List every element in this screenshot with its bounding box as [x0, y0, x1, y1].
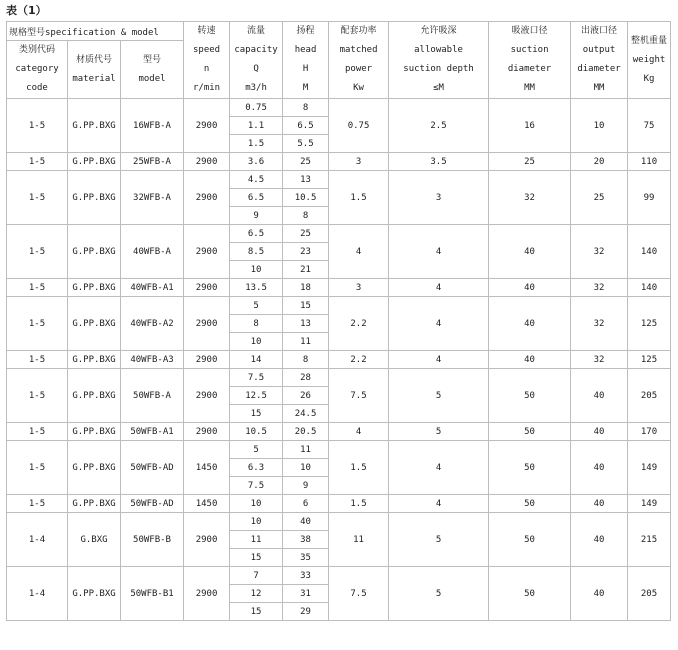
material-cell: G.PP.BXG	[68, 369, 121, 423]
weight-cell: 75	[628, 99, 671, 153]
suction-depth-header	[389, 22, 489, 99]
speed-cell: 2900	[184, 225, 230, 279]
flow-cell: 6.3	[230, 459, 283, 477]
category-header-cn: 类别代码	[18, 45, 55, 55]
table-row	[7, 423, 671, 441]
model-cell: 40WFB-A3	[121, 351, 184, 369]
material-cell: G.PP.BXG	[68, 153, 121, 171]
power-cell: 1.5	[329, 171, 389, 225]
weight-cell: 125	[628, 297, 671, 351]
speed-header-cn: 转速	[197, 26, 216, 36]
output-diameter-cell: 32	[571, 279, 628, 297]
table-row	[7, 279, 671, 297]
power-header-en1: matched	[339, 45, 378, 55]
flow-cell: 7	[230, 567, 283, 585]
head-cell: 38	[283, 531, 329, 549]
head-cell: 29	[283, 603, 329, 621]
output-diameter-cell: 40	[571, 423, 628, 441]
material-cell: G.PP.BXG	[68, 351, 121, 369]
suction-depth-header-en2: suction depth	[403, 64, 474, 74]
speed-cell: 2900	[184, 99, 230, 153]
flow-cell: 13.5	[230, 279, 283, 297]
flow-cell: 10	[230, 513, 283, 531]
flow-header	[230, 22, 283, 99]
output-diameter-cell: 32	[571, 225, 628, 279]
weight-cell: 149	[628, 441, 671, 495]
head-cell: 25	[283, 153, 329, 171]
material-cell: G.PP.BXG	[68, 279, 121, 297]
power-cell: 11	[329, 513, 389, 567]
suction-diameter-header-unit: MM	[524, 83, 535, 93]
flow-cell: 15	[230, 603, 283, 621]
head-cell: 20.5	[283, 423, 329, 441]
output-diameter-cell: 32	[571, 297, 628, 351]
table-row	[7, 99, 671, 117]
power-cell: 3	[329, 153, 389, 171]
table-row	[7, 369, 671, 387]
flow-cell: 4.5	[230, 171, 283, 189]
table-caption: 表（1）	[6, 4, 47, 17]
table-row	[7, 225, 671, 243]
head-header-cn: 扬程	[296, 26, 315, 36]
speed-cell: 2900	[184, 369, 230, 423]
head-cell: 6	[283, 495, 329, 513]
suction-depth-cell: 3	[389, 171, 489, 225]
suction-diameter-cell: 40	[489, 351, 571, 369]
model-cell: 50WFB-AD	[121, 441, 184, 495]
speed-cell: 2900	[184, 423, 230, 441]
head-cell: 11	[283, 333, 329, 351]
model-cell: 50WFB-A	[121, 369, 184, 423]
power-header	[329, 22, 389, 99]
power-cell: 7.5	[329, 369, 389, 423]
flow-cell: 7.5	[230, 477, 283, 495]
category-header-en2: code	[26, 83, 48, 93]
suction-depth-cell: 5	[389, 423, 489, 441]
suction-diameter-header-cn: 吸液口径	[511, 26, 548, 36]
flow-cell: 15	[230, 405, 283, 423]
table-row	[7, 441, 671, 459]
power-header-cn: 配套功率	[340, 26, 377, 36]
suction-diameter-cell: 50	[489, 423, 571, 441]
output-diameter-cell: 20	[571, 153, 628, 171]
weight-cell: 110	[628, 153, 671, 171]
material-header-cn: 材质代号	[75, 54, 112, 65]
flow-cell: 10	[230, 333, 283, 351]
suction-diameter-cell: 16	[489, 99, 571, 153]
weight-cell: 125	[628, 351, 671, 369]
head-cell: 10	[283, 459, 329, 477]
head-cell: 11	[283, 441, 329, 459]
power-cell: 1.5	[329, 441, 389, 495]
speed-cell: 2900	[184, 153, 230, 171]
suction-diameter-cell: 32	[489, 171, 571, 225]
flow-cell: 10	[230, 261, 283, 279]
suction-diameter-cell: 50	[489, 441, 571, 495]
suction-depth-cell: 4	[389, 441, 489, 495]
output-diameter-cell: 40	[571, 369, 628, 423]
flow-cell: 8.5	[230, 243, 283, 261]
head-cell: 18	[283, 279, 329, 297]
weight-header-cn: 整机重量	[631, 35, 668, 46]
weight-header-en: weight	[632, 54, 666, 65]
power-cell: 3	[329, 279, 389, 297]
power-cell: 0.75	[329, 99, 389, 153]
suction-depth-cell: 4	[389, 495, 489, 513]
speed-header-symbol: n	[203, 64, 210, 74]
suction-depth-cell: 5	[389, 369, 489, 423]
flow-cell: 1.5	[230, 135, 283, 153]
suction-diameter-cell: 40	[489, 225, 571, 279]
output-diameter-cell: 40	[571, 513, 628, 567]
category-cell: 1-4	[7, 513, 68, 567]
table-header	[7, 22, 671, 99]
suction-depth-header-en1: allowable	[414, 45, 463, 55]
power-cell: 2.2	[329, 351, 389, 369]
model-header-en: model	[138, 73, 166, 84]
table-row	[7, 351, 671, 369]
model-cell: 50WFB-A1	[121, 423, 184, 441]
head-cell: 5.5	[283, 135, 329, 153]
output-diameter-header-cn: 出液口径	[581, 26, 618, 36]
head-cell: 6.5	[283, 117, 329, 135]
head-cell: 15	[283, 297, 329, 315]
power-cell: 1.5	[329, 495, 389, 513]
table-row	[7, 297, 671, 315]
suction-depth-cell: 4	[389, 297, 489, 351]
material-cell: G.PP.BXG	[68, 171, 121, 225]
speed-cell: 2900	[184, 351, 230, 369]
head-cell: 8	[283, 207, 329, 225]
suction-depth-cell: 5	[389, 567, 489, 621]
table-body	[7, 99, 671, 621]
speed-header-en: speed	[192, 45, 221, 55]
model-cell: 50WFB-B	[121, 513, 184, 567]
suction-diameter-cell: 40	[489, 297, 571, 351]
table-row	[7, 513, 671, 531]
power-cell: 4	[329, 225, 389, 279]
head-cell: 35	[283, 549, 329, 567]
output-diameter-cell: 40	[571, 495, 628, 513]
flow-cell: 9	[230, 207, 283, 225]
suction-depth-cell: 4	[389, 225, 489, 279]
flow-cell: 7.5	[230, 369, 283, 387]
flow-header-unit: m3/h	[245, 83, 267, 93]
head-cell: 10.5	[283, 189, 329, 207]
head-cell: 13	[283, 171, 329, 189]
speed-header-unit: r/min	[192, 83, 221, 93]
model-cell: 50WFB-B1	[121, 567, 184, 621]
output-diameter-header	[571, 22, 628, 99]
suction-diameter-cell: 25	[489, 153, 571, 171]
weight-header	[628, 22, 671, 99]
power-cell: 4	[329, 423, 389, 441]
spec-title-header: 规格型号specification & model	[7, 22, 184, 41]
power-header-unit: Kw	[353, 83, 364, 93]
model-cell: 32WFB-A	[121, 171, 184, 225]
model-cell: 40WFB-A2	[121, 297, 184, 351]
flow-header-symbol: Q	[253, 64, 259, 74]
output-diameter-cell: 10	[571, 99, 628, 153]
weight-cell: 205	[628, 567, 671, 621]
speed-cell: 2900	[184, 171, 230, 225]
flow-cell: 11	[230, 531, 283, 549]
flow-cell: 5	[230, 297, 283, 315]
weight-cell: 149	[628, 495, 671, 513]
category-cell: 1-5	[7, 279, 68, 297]
flow-cell: 5	[230, 441, 283, 459]
suction-diameter-header	[489, 22, 571, 99]
model-cell: 16WFB-A	[121, 99, 184, 153]
speed-cell: 2900	[184, 297, 230, 351]
weight-cell: 205	[628, 369, 671, 423]
suction-diameter-header-en1: suction	[510, 45, 549, 55]
material-cell: G.PP.BXG	[68, 423, 121, 441]
speed-cell: 2900	[184, 567, 230, 621]
material-cell: G.PP.BXG	[68, 225, 121, 279]
head-header-en: head	[294, 45, 317, 55]
table-row	[7, 567, 671, 585]
head-header-unit: M	[302, 83, 309, 93]
category-header-en1: category	[15, 64, 59, 74]
suction-depth-header-cn: 允许吸深	[420, 26, 457, 36]
speed-header	[184, 22, 230, 99]
model-header	[121, 41, 184, 99]
flow-header-cn: 流量	[247, 26, 266, 36]
output-diameter-cell: 40	[571, 567, 628, 621]
flow-cell: 10.5	[230, 423, 283, 441]
output-diameter-header-unit: MM	[593, 83, 605, 93]
model-cell: 50WFB-AD	[121, 495, 184, 513]
speed-cell: 1450	[184, 441, 230, 495]
suction-diameter-cell: 40	[489, 279, 571, 297]
head-cell: 40	[283, 513, 329, 531]
head-cell: 13	[283, 315, 329, 333]
category-cell: 1-5	[7, 225, 68, 279]
output-diameter-header-en1: output	[582, 45, 616, 55]
suction-depth-cell: 4	[389, 279, 489, 297]
material-header	[68, 41, 121, 99]
suction-depth-cell: 2.5	[389, 99, 489, 153]
power-cell: 7.5	[329, 567, 389, 621]
flow-cell: 1.1	[230, 117, 283, 135]
head-cell: 31	[283, 585, 329, 603]
model-cell: 40WFB-A1	[121, 279, 184, 297]
head-cell: 9	[283, 477, 329, 495]
category-cell: 1-5	[7, 369, 68, 423]
weight-cell: 215	[628, 513, 671, 567]
head-cell: 33	[283, 567, 329, 585]
flow-header-en: capacity	[234, 45, 278, 55]
material-header-en: material	[72, 73, 116, 84]
flow-cell: 15	[230, 549, 283, 567]
material-cell: G.PP.BXG	[68, 441, 121, 495]
table-row	[7, 495, 671, 513]
category-cell: 1-5	[7, 423, 68, 441]
category-cell: 1-5	[7, 297, 68, 351]
flow-cell: 10	[230, 495, 283, 513]
power-header-en2: power	[344, 64, 373, 74]
head-cell: 23	[283, 243, 329, 261]
head-cell: 21	[283, 261, 329, 279]
suction-depth-cell: 3.5	[389, 153, 489, 171]
category-cell: 1-5	[7, 495, 68, 513]
suction-diameter-header-en2: diameter	[507, 64, 552, 74]
model-cell: 25WFB-A	[121, 153, 184, 171]
table-row	[7, 153, 671, 171]
output-diameter-cell: 25	[571, 171, 628, 225]
head-cell: 26	[283, 387, 329, 405]
category-cell: 1-5	[7, 171, 68, 225]
suction-depth-header-unit: ≤M	[433, 83, 444, 93]
weight-cell: 140	[628, 279, 671, 297]
head-cell: 25	[283, 225, 329, 243]
category-cell: 1-5	[7, 441, 68, 495]
weight-header-unit: Kg	[643, 73, 655, 84]
speed-cell: 1450	[184, 495, 230, 513]
head-header	[283, 22, 329, 99]
flow-cell: 14	[230, 351, 283, 369]
flow-cell: 6.5	[230, 189, 283, 207]
weight-cell: 99	[628, 171, 671, 225]
category-cell: 1-5	[7, 351, 68, 369]
head-cell: 8	[283, 351, 329, 369]
model-header-cn: 型号	[143, 54, 162, 65]
pump-spec-table	[6, 21, 671, 621]
flow-cell: 8	[230, 315, 283, 333]
model-cell: 40WFB-A	[121, 225, 184, 279]
material-cell: G.PP.BXG	[68, 99, 121, 153]
suction-depth-cell: 4	[389, 351, 489, 369]
head-cell: 28	[283, 369, 329, 387]
speed-cell: 2900	[184, 279, 230, 297]
flow-cell: 3.6	[230, 153, 283, 171]
weight-cell: 140	[628, 225, 671, 279]
output-diameter-cell: 40	[571, 441, 628, 495]
table-row	[7, 171, 671, 189]
flow-cell: 0.75	[230, 99, 283, 117]
flow-cell: 12	[230, 585, 283, 603]
category-cell: 1-4	[7, 567, 68, 621]
head-header-symbol: H	[302, 64, 309, 74]
speed-cell: 2900	[184, 513, 230, 567]
weight-cell: 170	[628, 423, 671, 441]
power-cell: 2.2	[329, 297, 389, 351]
suction-diameter-cell: 50	[489, 567, 571, 621]
suction-depth-cell: 5	[389, 513, 489, 567]
head-cell: 8	[283, 99, 329, 117]
category-cell: 1-5	[7, 99, 68, 153]
head-cell: 24.5	[283, 405, 329, 423]
output-diameter-header-en2: diameter	[577, 64, 621, 74]
material-cell: G.PP.BXG	[68, 567, 121, 621]
material-cell: G.PP.BXG	[68, 297, 121, 351]
output-diameter-cell: 32	[571, 351, 628, 369]
material-cell: G.BXG	[68, 513, 121, 567]
suction-diameter-cell: 50	[489, 513, 571, 567]
flow-cell: 12.5	[230, 387, 283, 405]
suction-diameter-cell: 50	[489, 369, 571, 423]
category-cell: 1-5	[7, 153, 68, 171]
category-header	[7, 41, 68, 99]
suction-diameter-cell: 50	[489, 495, 571, 513]
material-cell: G.PP.BXG	[68, 495, 121, 513]
flow-cell: 6.5	[230, 225, 283, 243]
